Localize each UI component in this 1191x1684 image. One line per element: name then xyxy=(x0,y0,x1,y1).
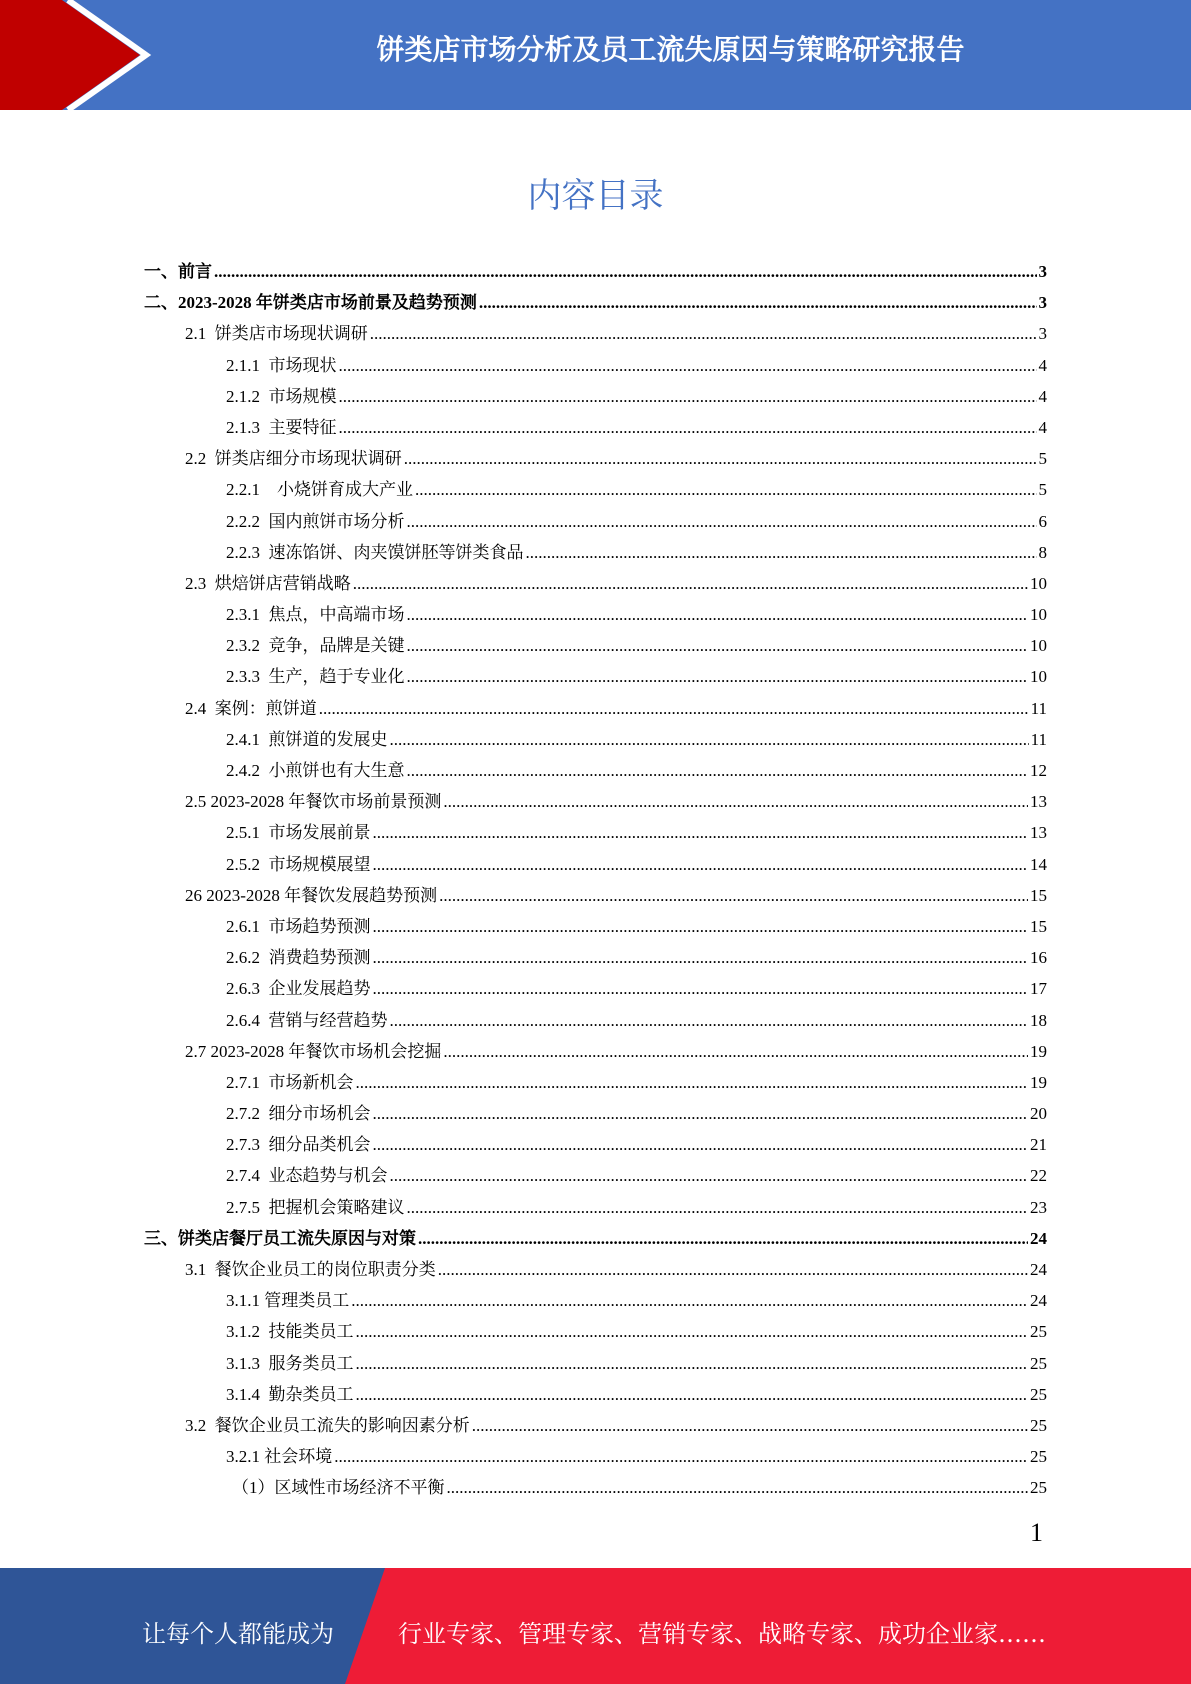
toc-entry-page: 4 xyxy=(1038,355,1047,375)
toc-entry-page: 3 xyxy=(1038,324,1047,344)
toc-entry-label: 2.1.1 市场现状 xyxy=(226,355,337,375)
toc-entry-label: 3.2.1 社会环境 xyxy=(226,1447,333,1467)
toc-entry[interactable] xyxy=(144,381,1047,412)
toc-entry[interactable] xyxy=(144,1098,1047,1129)
toc-entry[interactable] xyxy=(144,880,1047,911)
toc-leader-dots xyxy=(214,256,1037,287)
toc-entry-page: 13 xyxy=(1030,823,1047,843)
toc-leader-dots xyxy=(319,693,1029,724)
toc-entry-label: 2.6.2 消费趋势预测 xyxy=(226,948,371,968)
toc-leader-dots xyxy=(339,350,1037,381)
toc-leader-dots xyxy=(370,318,1037,349)
toc-entry-label: 2.7.2 细分市场机会 xyxy=(226,1104,371,1124)
toc-entry-label: 2.2.1 小烧饼育成大产业 xyxy=(226,480,413,500)
toc-entry-page: 5 xyxy=(1038,480,1047,500)
toc-entry-label: 3.1.1 管理类员工 xyxy=(226,1291,350,1311)
toc-entry-label: 2.3.2 竞争，品牌是关键 xyxy=(226,636,405,656)
toc-leader-dots xyxy=(356,1379,1029,1410)
toc-entry-page: 8 xyxy=(1038,542,1047,562)
toc-entry[interactable] xyxy=(144,786,1047,817)
toc-entry[interactable] xyxy=(144,911,1047,942)
toc-entry-label: 2.4.1 煎饼道的发展史 xyxy=(226,729,388,749)
toc-entry-page: 24 xyxy=(1030,1291,1047,1311)
toc-entry-page: 10 xyxy=(1030,636,1047,656)
toc-entry-page: 11 xyxy=(1030,729,1047,749)
toc-leader-dots xyxy=(418,1223,1028,1254)
toc-entry-page: 22 xyxy=(1030,1166,1047,1186)
toc-entry-page: 19 xyxy=(1030,1041,1047,1061)
toc-entry[interactable] xyxy=(144,849,1047,880)
report-title: 饼类店市场分析及员工流失原因与策略研究报告 xyxy=(376,33,965,66)
toc-entry-page: 18 xyxy=(1030,1010,1047,1030)
toc-entry-label: （1）区域性市场经济不平衡 xyxy=(232,1478,445,1498)
toc-entry[interactable] xyxy=(144,661,1047,692)
toc-entry-page: 12 xyxy=(1030,761,1047,780)
toc-entry-label: 2.4.2 小煎饼也有大生意 xyxy=(226,761,405,780)
toc-leader-dots xyxy=(407,599,1029,630)
table-of-contents xyxy=(144,256,1047,1504)
toc-leader-dots xyxy=(373,817,1029,848)
toc-entry[interactable] xyxy=(144,630,1047,661)
toc-entry[interactable] xyxy=(144,256,1047,287)
toc-entry[interactable] xyxy=(144,318,1047,349)
toc-leader-dots xyxy=(356,1348,1029,1379)
toc-leader-dots xyxy=(353,568,1028,599)
toc-entry-page: 25 xyxy=(1030,1415,1047,1435)
toc-entry-page: 20 xyxy=(1030,1104,1047,1124)
toc-entry-page: 17 xyxy=(1030,979,1047,999)
toc-entry-page: 11 xyxy=(1030,698,1047,718)
toc-leader-dots xyxy=(472,1410,1028,1441)
toc-entry-page: 4 xyxy=(1038,417,1047,437)
toc-leader-dots xyxy=(339,381,1037,412)
toc-entry-label: 2.1 饼类店市场现状调研 xyxy=(185,324,368,344)
toc-entry-page: 19 xyxy=(1030,1072,1047,1092)
toc-leader-dots xyxy=(373,942,1029,973)
toc-entry-label: 一、前言 xyxy=(144,262,212,281)
toc-leader-dots xyxy=(439,880,1028,911)
toc-entry-page: 25 xyxy=(1030,1447,1047,1467)
toc-entry[interactable] xyxy=(144,817,1047,848)
toc-entry-label: 2.6.3 企业发展趋势 xyxy=(226,979,371,999)
toc-entry-page: 14 xyxy=(1030,854,1047,874)
report-header-banner xyxy=(0,0,1191,110)
toc-entry-page: 24 xyxy=(1030,1260,1047,1279)
toc-entry-page: 10 xyxy=(1030,605,1047,625)
toc-entry-label: 3.1.2 技能类员工 xyxy=(226,1322,354,1342)
toc-entry[interactable] xyxy=(144,1379,1047,1410)
toc-entry-label: 26 2023-2028 年餐饮发展趋势预测 xyxy=(185,885,438,905)
toc-leader-dots xyxy=(447,1472,1029,1503)
toc-leader-dots xyxy=(443,1036,1028,1067)
toc-entry-page: 3 xyxy=(1038,262,1047,281)
toc-leader-dots xyxy=(356,1067,1029,1098)
toc-leader-dots xyxy=(407,661,1029,692)
toc-entry[interactable] xyxy=(144,474,1047,505)
toc-entry-label: 2.3.3 生产，趋于专业化 xyxy=(226,667,405,687)
toc-entry[interactable] xyxy=(144,1254,1047,1285)
toc-leader-dots xyxy=(479,287,1037,318)
toc-entry[interactable] xyxy=(144,350,1047,381)
toc-entry-label: 2.4 案例：煎饼道 xyxy=(185,698,317,718)
toc-entry-page: 5 xyxy=(1038,449,1047,469)
toc-leader-dots xyxy=(390,724,1029,755)
toc-leader-dots xyxy=(407,630,1029,661)
toc-entry-label: 2.5.1 市场发展前景 xyxy=(226,823,371,843)
toc-leader-dots xyxy=(373,911,1029,942)
toc-entry-page: 23 xyxy=(1030,1197,1047,1217)
toc-entry[interactable] xyxy=(144,1192,1047,1223)
toc-entry-page: 25 xyxy=(1030,1322,1047,1342)
toc-entry[interactable] xyxy=(144,287,1047,318)
toc-entry-label: 2.2 饼类店细分市场现状调研 xyxy=(185,449,402,469)
toc-entry-label: 2.2.3 速冻馅饼、肉夹馍饼胚等饼类食品 xyxy=(226,542,524,562)
toc-entry[interactable] xyxy=(144,1441,1047,1472)
toc-entry[interactable] xyxy=(144,443,1047,474)
toc-entry[interactable] xyxy=(144,1067,1047,1098)
toc-entry[interactable] xyxy=(144,1036,1047,1067)
toc-entry[interactable] xyxy=(144,1410,1047,1441)
toc-entry[interactable] xyxy=(144,568,1047,599)
toc-leader-dots xyxy=(390,1160,1029,1191)
toc-entry-page: 15 xyxy=(1030,885,1047,905)
toc-entry-page: 25 xyxy=(1030,1353,1047,1373)
toc-entry-page: 4 xyxy=(1038,386,1047,406)
toc-entry[interactable] xyxy=(144,693,1047,724)
toc-leader-dots xyxy=(373,973,1029,1004)
toc-leader-dots xyxy=(373,1098,1029,1129)
toc-entry-label: 2.7.3 细分品类机会 xyxy=(226,1135,371,1155)
toc-entry-label: 3.2 餐饮企业员工流失的影响因素分析 xyxy=(185,1415,470,1435)
toc-entry-page: 16 xyxy=(1030,948,1047,968)
toc-entry-label: 2.2.2 国内煎饼市场分析 xyxy=(226,511,405,531)
toc-entry-page: 13 xyxy=(1030,792,1047,812)
toc-entry-page: 6 xyxy=(1038,511,1047,531)
toc-leader-dots xyxy=(351,1285,1028,1316)
toc-entry[interactable] xyxy=(144,1129,1047,1160)
toc-leader-dots xyxy=(438,1254,1028,1285)
toc-entry[interactable] xyxy=(144,1285,1047,1316)
toc-entry-page: 3 xyxy=(1038,293,1047,313)
toc-entry-label: 2.7.4 业态趋势与机会 xyxy=(226,1166,388,1186)
toc-leader-dots xyxy=(373,849,1029,880)
page-number: 1 xyxy=(1030,1518,1043,1547)
toc-entry-label: 3.1.4 勤杂类员工 xyxy=(226,1384,354,1404)
toc-entry-page: 10 xyxy=(1030,667,1047,687)
footer-slogan-left: 让每个人都能成为 xyxy=(142,1620,334,1648)
red-chevron-decoration xyxy=(0,0,160,110)
toc-entry-label: 2.7.1 市场新机会 xyxy=(226,1072,354,1092)
toc-leader-dots xyxy=(390,1005,1029,1036)
toc-entry[interactable] xyxy=(144,412,1047,443)
toc-entry-label: 2.3.1 焦点，中高端市场 xyxy=(226,605,405,625)
toc-entry[interactable] xyxy=(144,1472,1047,1503)
toc-entry[interactable] xyxy=(144,1160,1047,1191)
toc-entry-page: 25 xyxy=(1030,1384,1047,1404)
toc-entry-label: 三、饼类店餐厅员工流失原因与对策 xyxy=(144,1228,416,1248)
toc-leader-dots xyxy=(415,474,1037,505)
toc-entry[interactable] xyxy=(144,724,1047,755)
toc-entry[interactable] xyxy=(144,599,1047,630)
toc-entry-label: 2.1.2 市场规模 xyxy=(226,386,337,406)
toc-entry[interactable] xyxy=(144,506,1047,537)
toc-entry-page: 15 xyxy=(1030,916,1047,936)
toc-entry-page: 10 xyxy=(1030,573,1047,593)
toc-entry-label: 2.7 2023-2028 年餐饮市场机会挖掘 xyxy=(185,1041,442,1061)
toc-entry-label: 3.1 餐饮企业员工的岗位职责分类 xyxy=(185,1260,436,1279)
toc-entry-label: 2.5.2 市场规模展望 xyxy=(226,854,371,874)
toc-leader-dots xyxy=(407,755,1029,786)
toc-entry-label: 2.3 烘焙饼店营销战略 xyxy=(185,573,351,593)
toc-entry-label: 2.6.4 营销与经营趋势 xyxy=(226,1010,388,1030)
toc-leader-dots xyxy=(407,1192,1029,1223)
toc-entry[interactable] xyxy=(144,1223,1047,1254)
toc-entry-page: 24 xyxy=(1030,1228,1047,1248)
toc-entry-label: 2.1.3 主要特征 xyxy=(226,417,337,437)
toc-leader-dots xyxy=(407,506,1037,537)
toc-entry[interactable] xyxy=(144,942,1047,973)
toc-leader-dots xyxy=(526,537,1037,568)
toc-entry[interactable] xyxy=(144,973,1047,1004)
toc-entry[interactable] xyxy=(144,1316,1047,1347)
toc-entry-label: 2.7.5 把握机会策略建议 xyxy=(226,1197,405,1217)
toc-entry-page: 25 xyxy=(1030,1478,1047,1498)
toc-leader-dots xyxy=(339,412,1037,443)
toc-leader-dots xyxy=(443,786,1028,817)
toc-entry-label: 二、2023-2028 年饼类店市场前景及趋势预测 xyxy=(144,293,477,313)
toc-leader-dots xyxy=(373,1129,1029,1160)
toc-entry[interactable] xyxy=(144,1005,1047,1036)
toc-leader-dots xyxy=(334,1441,1028,1472)
toc-entry-page: 21 xyxy=(1030,1135,1047,1155)
toc-entry[interactable] xyxy=(144,537,1047,568)
toc-leader-dots xyxy=(356,1316,1029,1347)
toc-heading: 内容目录 xyxy=(527,176,664,216)
footer-slogan-right: 行业专家、管理专家、营销专家、战略专家、成功企业家…… xyxy=(398,1620,1046,1648)
toc-entry-label: 3.1.3 服务类员工 xyxy=(226,1353,354,1373)
toc-entry-label: 2.6.1 市场趋势预测 xyxy=(226,916,371,936)
toc-leader-dots xyxy=(404,443,1037,474)
toc-entry-label: 2.5 2023-2028 年餐饮市场前景预测 xyxy=(185,792,442,812)
toc-entry[interactable] xyxy=(144,755,1047,786)
toc-entry[interactable] xyxy=(144,1348,1047,1379)
